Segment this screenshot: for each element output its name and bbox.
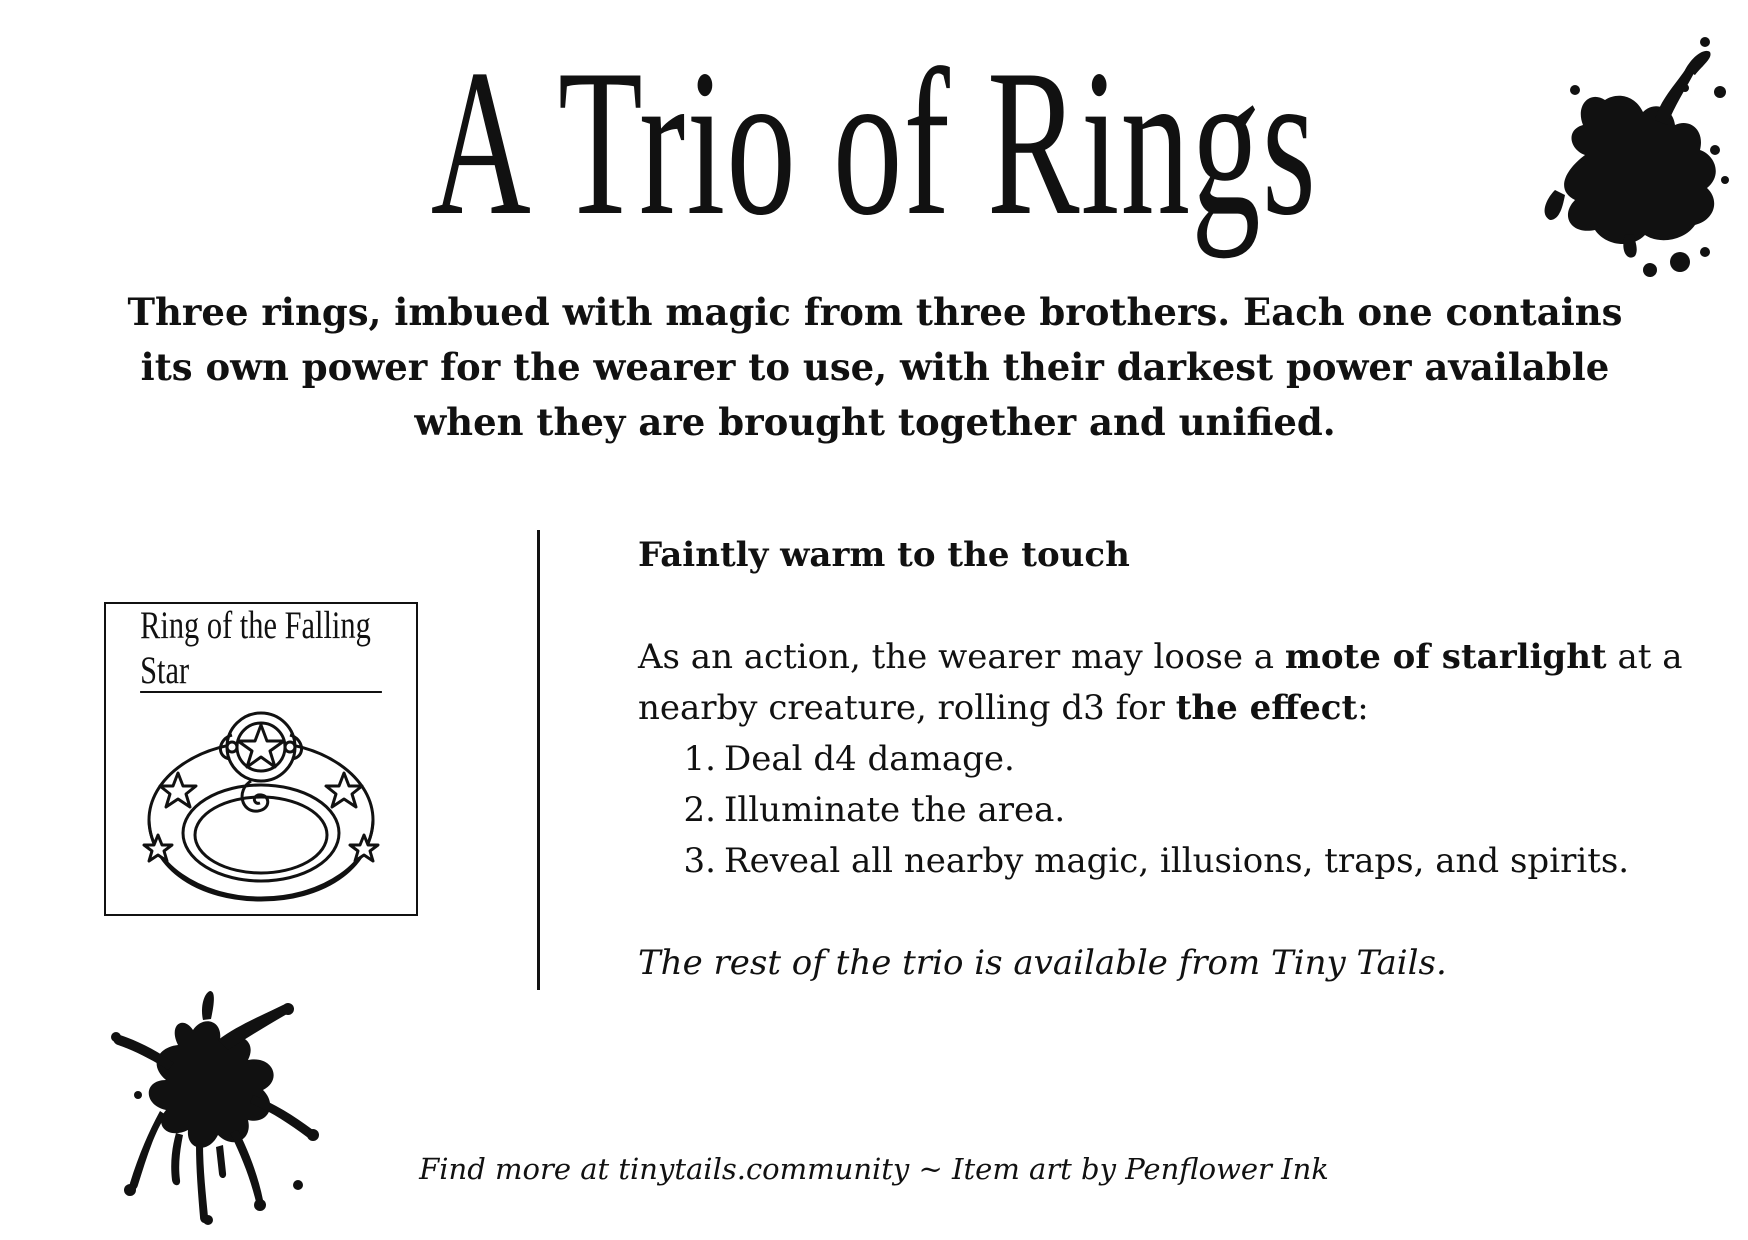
list-number: 2. xyxy=(683,790,716,830)
intro-paragraph: Three rings, imbued with magic from three brothers. Each one contains its own power for the wearer to use, with their darkest power available when they are brought together and unified. xyxy=(127,290,1623,444)
item-card xyxy=(104,602,418,916)
list-item xyxy=(676,836,1698,887)
item-card-title: Ring of the Falling Star xyxy=(140,604,382,693)
effect-keyword: the effect xyxy=(1175,688,1358,728)
flavor-text: Faintly warm to the touch xyxy=(638,535,1130,575)
ink-splatter-icon xyxy=(1535,30,1735,285)
action-text: : xyxy=(1357,688,1369,728)
star-ring-illustration-icon xyxy=(106,695,416,914)
footer-credit: Find more at tinytails.community ~ Item art by Penflower Ink xyxy=(419,1152,1329,1186)
list-text: Deal d4 damage. xyxy=(724,739,1015,779)
list-number: 3. xyxy=(683,841,716,881)
list-item xyxy=(676,785,1698,836)
action-text: As an action, the wearer may loose a xyxy=(638,637,1285,677)
vertical-divider xyxy=(537,530,540,990)
availability-note: The rest of the trio is available from Tiny Tails. xyxy=(638,943,1447,983)
action-description xyxy=(638,632,1698,734)
list-item xyxy=(676,734,1698,785)
list-number: 1. xyxy=(683,739,716,779)
action-text: at a nearby creature, rolling d3 for xyxy=(638,637,1683,728)
action-keyword: mote of starlight xyxy=(1284,637,1607,677)
list-text: Illuminate the area. xyxy=(724,790,1066,830)
list-text: Reveal all nearby magic, illusions, traps, and spirits. xyxy=(724,841,1630,881)
page-title: A Trio of Rings xyxy=(430,27,1318,259)
ink-splatter-icon xyxy=(108,985,323,1225)
effect-list xyxy=(676,734,1698,887)
item-details xyxy=(638,530,1698,989)
